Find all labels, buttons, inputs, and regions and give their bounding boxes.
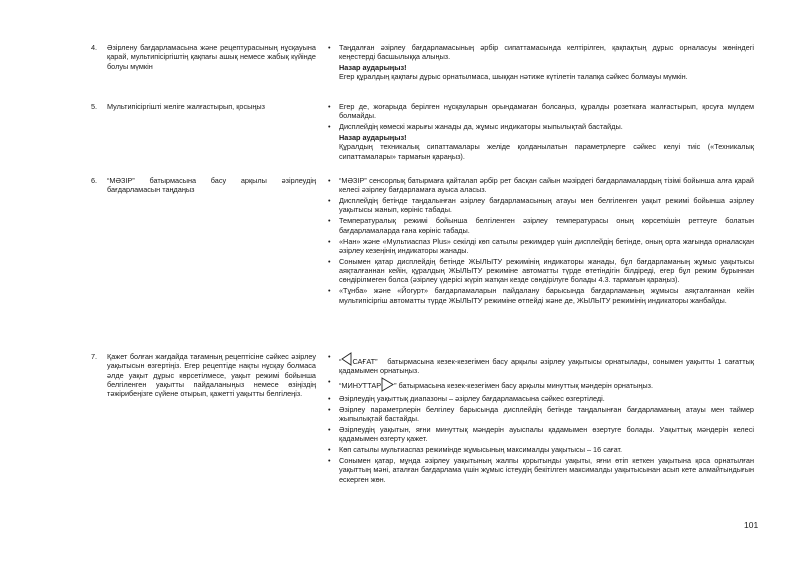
bullet-item: • Егер де, жоғарыда берілген нұсқауларын орындамаған болсаңыз, құралды розеткаға жалғастырып, қосуға мүлдем болмайды. [328, 102, 754, 121]
bullet-item: • Көп сатылы мультиаспаз режимінде жұмысының максималды уақытысы – 16 сағат. [328, 445, 623, 455]
step-details [328, 43, 754, 83]
bullet-item: • Дисплейдің көмескі жарығы жанады да, жұмыс индикаторы жыпылықтай бастайды. [328, 122, 623, 132]
bullet-item: • Сонымен қатар, мұнда әзірлеу уақытының жалпы қорытынды уақыты, яғни өтіп кеткен уақытына қоса орнатылған уақыттың мәні, аталған бағдарлама үшін жұмыс істеудің бекітілген максималды уақытысынан асып кете алмайтындығын ескерген жөн. [328, 455, 754, 484]
step-number: 5. [91, 102, 98, 111]
step-text: “МӘЗІР” батырмасына басу арқылы әзірлеудің бағдарламасын таңдаңыз [107, 176, 316, 195]
warning-title: Назар аударыңыз! [339, 63, 407, 73]
step-text: Мультипісіргішті желіге жалғастырып, қосыңыз [107, 102, 265, 111]
bullet-item: • Температуралық режимі бойынша белгіленген әзірлеу температурасы оның көрсеткішін реттеуге болатын бағдарламаларда ғана көрініс табады. [328, 216, 754, 235]
bullet-item: • “МӘЗІР” сенсорлық батырмаға қайталап әрбір рет басқан сайын мәзірдегі бағдарламалардың тізімі бойынша алға қарай келесі әзірлеу бағдарламаға ауыса аласыз. [328, 176, 754, 195]
step-text: Әзірлену бағдарламасына және рецептурасының нұсқауына қарай, мультипісіргіштің қақпағы ашық немесе жабық күйінде болуы мүмкін [107, 43, 316, 71]
step-details [328, 102, 754, 163]
bullet-item: • Әзірлеудің уақыттық диапазоны – әзірлеу бағдарламасына сәйкес өзгертіледі. [328, 393, 605, 403]
bullet-item-minutes: • “МИНУТТАР ” батырмасына кезек-кезегімен басу арқылы минуттық мәндерін орнатыңыз. [328, 377, 654, 391]
step-details [328, 176, 754, 306]
bullet-item: • Әзірлеу параметрлерін белгілеу барысында дисплейдің бетінде таңдалынған бағдарламаның атауы мен таймер жыпылықтай бастайды. [328, 404, 754, 423]
step-number: 4. [91, 43, 98, 52]
page-number: 101 [744, 520, 759, 530]
step-number: 6. [91, 176, 98, 185]
clock-text: батырмасына кезек-кезегімен басу арқылы әзірлеу уақытысы орнатылады, сонымен уақытты 1 сағаттық қадамымен орнатыңыз. [339, 357, 754, 376]
warning-title: Назар аударыңыз! [339, 133, 407, 143]
bullet-item: • Дисплейдің бетінде таңдалынған әзірлеу бағдарламасының атауы мен белгіленген уақыт режимі бойынша әзірлеу уақытысы жанып, көрініс табады. [328, 196, 754, 215]
bullet-item: • «Нан» және «Мультиаспаз Plus» секілді көп сатылы режимдер үшін дисплейдің бетінде, оның орта жағында орналасқан әзірлеу кезеңінің индикаторы жанады. [328, 236, 754, 255]
bullet-item: • «Тұнба» және «Йогурт» бағдарламаларын пайдалану барысында бағдарламаның жұмысы аяқталғаннан кейін мультипісіргіш автоматты түрде ЖЫЛЫТУ режиміне өтпейді және де, ЖЫЛЫТУ режимінің индикаторы жанбайды. [328, 286, 754, 305]
step-text: Қажет болған жағдайда тағамның рецептісіне сәйкес әзірлеу уақытысын өзгертіңіз. Егер рецептіде нақты нұсқау болмаса әлде уақыт дұрыс көрсетілмесе, уақыт режимі бойынша белгіленген уақытты пайдаланыңыз немесе өзіңіздің тәжірибеңізге сүйене отырып, қажетті уақытты белгілеңіз. [107, 352, 316, 399]
bullet-item: • Сонымен қатар дисплейдің бетінде ЖЫЛЫТУ режимінің индикаторы жанады, бұл бағдарламаның жұмыс уақытысы аяқталғаннан кейін, құралдың ЖЫЛЫТУ режиміне автоматты түрде өтетіндігін білдіреді, егер бұл режим бұрыннан сөндірілмеген болса (әзірлеу үдерісі жүріп жатқан кезде сөндірілуге болады 4.3. тармағын қараңыз). [328, 256, 754, 285]
bullet-item-clock: • “ САҒАТ” батырмасына кезек-кезегімен басу арқылы әзірлеу уақытысы орнатылады, сонымен уақытты 1 сағаттық қадамымен орнатыңыз. [328, 352, 754, 376]
triangle-right-icon [381, 377, 394, 392]
bullet-item: • Әзірлеудің уақытын, яғни минуттық мәндерін ауыспалы қадамымен өзертуге болады. Уақыттық мәндерін келесі қадамымен өзгерту қажет. [328, 424, 754, 444]
minutes-text: батырмасына кезек-кезегімен басу арқылы минуттық мәндерін орнатыңыз. [398, 381, 654, 391]
clock-label: САҒАТ [352, 357, 376, 366]
minutes-label: МИНУТТАР [341, 381, 382, 391]
warning-text: Егер құралдың қақпағы дұрыс орнатылмаса, шыққан нәтиже күтілетін талапқа сәйкес болмауы мүмкін. [339, 72, 688, 82]
triangle-left-icon [341, 352, 352, 366]
warning-text: Құралдың техникалық сипаттамалары желіде қолданылатын параметрлерге сәйкес келуі тиіс («Техникалық сипаттамалары» тармағын қараңыз). [339, 142, 754, 161]
step-details [328, 352, 754, 485]
step-number: 7. [91, 352, 98, 361]
bullet-item: • Таңдалған әзірлеу бағдарламасының әрбір сипаттамасында келтірілген, қақпақтың дұрыс орналасуы жөніндегі кеңестерді басшылыққа алыңыз. [328, 43, 754, 62]
